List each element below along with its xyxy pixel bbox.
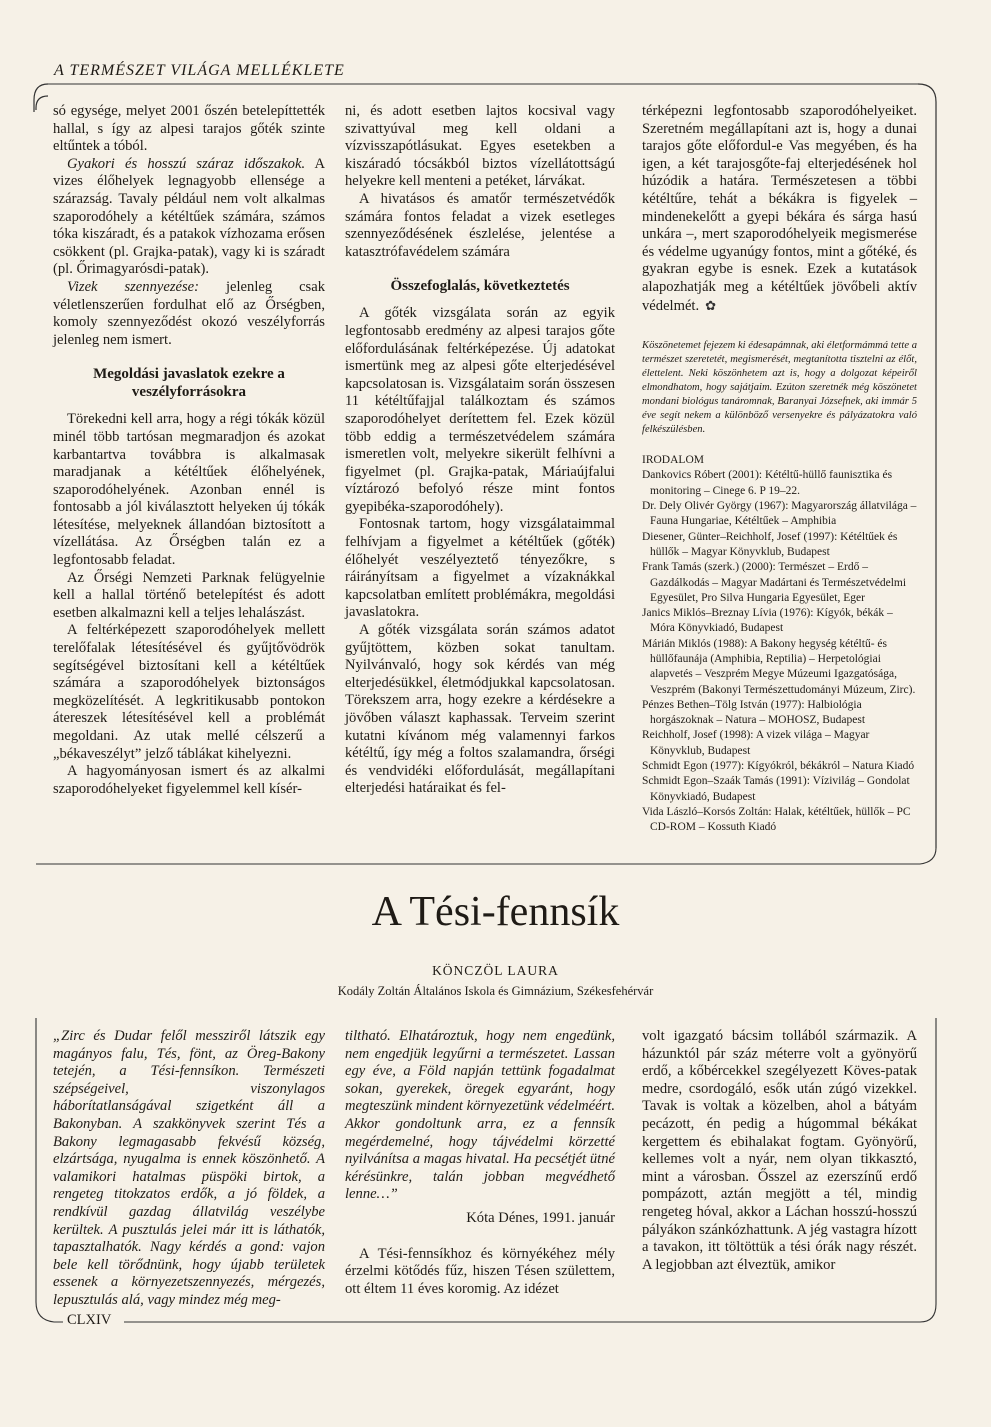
references-title: IRODALOM xyxy=(642,454,704,467)
article-title: A Tési-fennsík xyxy=(371,889,620,935)
reference-item: Frank Tamás (szerk.) (2000): Természet – Erdő – Gazdálkodás – Magyar Madártani és Természetvédelmi Egyesület, Pro Silva Hungaria Egyesület, Eger xyxy=(642,561,907,604)
paragraph xyxy=(53,156,325,279)
reference-item: Schmidt Egon (1977): Kígyókról, békákról – Natura Kiadó xyxy=(642,760,915,773)
reference-item: Márián Miklós (1988): A Bakony hegység kétéltű- és hüllőfaunája (Amphibia, Reptilia) – Herpetológiai alapvetés – Veszprém Megye Múzeumi Igazgatósága, Veszprém (Bakonyi Természettudományi Múzeum, Zirc). xyxy=(642,637,916,696)
paragraph: A gőték vizsgálata során az egyik legfontosabb eredmény az alpesi tarajos gőte előfordulásának feltérképezése. Új adatokat ismertünk meg az alpesi gőte elterjedésével kapcsolatosan is. Vizsgálataim során összesen 11 kétéltűfajjal találkoztam és számos szaporodóhelyet derítettem fel. Ezek közül több eddig a természetvédelem számára ismeretlen volt, melyekre sikerült felhívni a figyelmet (pl. Grajka-patak, Máriaújfalui víztározó befolyó része mint fontos gyepibéka-szaporodóhely). xyxy=(345,305,615,515)
top-column-3 xyxy=(642,103,917,836)
reference-item: Vida László–Korsós Zoltán: Halak, kétéltűek, hüllők – PC CD-ROM – Kossuth Kiadó xyxy=(642,805,911,834)
references xyxy=(642,453,917,835)
acknowledgement: Köszönetemet fejezem ki édesapámnak, aki életformámmá tette a természet szeretetét, megismerését, megtanította tisztelni az élőt, élettelent. Neki köszönhetem azt is, hogy a dolgozat képeiről elmondhatom, hogy sajátjaim. Ezúton szeretnék még köszönetet mondani biológus tanáromnak, Baranyai Józsefnek, aki immár 5 éve segít nekem a különböző versenyekre és pályázatokra való felkészülésben. xyxy=(642,340,917,436)
frame-top-line xyxy=(36,96,48,110)
page-number: CLXIV xyxy=(63,1312,115,1329)
reference-item: Janics Miklós–Breznay Lívia (1976): Kígyók, békák – Móra Könyvkiadó, Budapest xyxy=(642,607,893,635)
paragraph-body: térképezni legfontosabb szaporodóhelyeiket. Szeretném megállapítani azt is, hogy a dunai tarajos gőte előfordul-e Vas megyében, és ha igen, a két tarajosgőte-faj elterjedésének hol húzódik a határa. Természetesen a többi kétéltűre, tehát a békákra is figyelek – mindenekelőtt a gyepi békára és sárga hasú unkára –, mert szaporodóhelyeik megismerése és védelme ugyanúgy fontos, mint a gőtéké, és gyakran egybe is esnek. Ezek a kutatások alapozhatják meg a kétéltűek jövőbeli aktív védelmét. xyxy=(642,103,917,314)
flower-ornament-icon: ✿ xyxy=(705,297,717,313)
paragraph xyxy=(53,279,325,349)
section-heading: Összefoglalás, következtetés xyxy=(390,278,570,295)
reference-item: Schmidt Egon–Szaák Tamás (1991): Vízivilág – Gondolat Könyvkiadó, Budapest xyxy=(642,775,910,803)
paragraph: Az Őrségi Nemzeti Parknak felügyelnie kell a hallal történő betelepítést és adott esetben alkalmazni kell a teljes lehalászást. xyxy=(53,569,325,621)
paragraph-body: jelenleg csak véletlenszerűen fordulhat elő az Őrségben, komoly szennyeződést okozó veszélyforrás jelenleg nem ismert. xyxy=(53,278,325,348)
quote: „Zirc és Dudar felől messziről látszik egy magányos falu, Tés, fönt, az Öreg-Bakony tetején, a Tési-fennsíkon. Természeti szépségeivel, viszonylagos háborítatlanságával szigetként áll a Bakonyban. A szakkönyvek szerint Tés a Bakony legmagasabb fekvésű község, elzártsága, nyugalma is ennek köszönhető. A valamikori hatalmas püspöki birtok, a rengeteg titokzatos erdők, a jó földek, a rendkívül gazdag állatvilág veszélybe kerültek. A pusztulás jelei már itt is láthatók, tapasztalhatók. Nagy kérdés a gond: vajon bele kell törődnünk, hogy újabb területek essenek a környezetszennyezés, mérgezés, lepusztulás alá, vagy mindez még meg- xyxy=(53,1028,325,1308)
paragraph: A gőték vizsgálata során számos adatot gyűjtöttem, közben sokat tanultam. Nyilvánvaló, hogy sok kérdés van még elterjedésükkel, életmódjukkal kapcsolatosan. Törekszem arra, hogy ezekre a kérdésekre a jövőben választ kaphassak. Terveim szerint kutatni kívánom még valamennyi farkos kétéltű, így még a foltos szalamandra, őrségi és vendvidéki előfordulását, megállapítani elterjedési határaikat és fel- xyxy=(345,622,615,797)
paragraph-lead: Gyakori és hosszú száraz időszakok. xyxy=(67,155,306,172)
paragraph: Fontosnak tartom, hogy vizsgálataimmal felhívjam a figyelmet a kétéltűek (gőték) élőhelyét veszélyeztető tényezőkre, s ráirányítsam a figyelmet a vízaknákkal kapcsolatban említett problémákra, megoldási javaslatokra. xyxy=(345,516,615,621)
lower-frame-right xyxy=(920,1018,936,1322)
paragraph: A hagyományosan ismert és az alkalmi szaporodóhelyeket figyelemmel kell kísér- xyxy=(53,763,325,797)
reference-item: Reichholf, Josef (1998): A vizek világa – Magyar Könyvklub, Budapest xyxy=(642,729,870,757)
section-heading: Megoldási javaslatok ezekre a veszélyforrásokra xyxy=(93,366,285,401)
paragraph: A hivatásos és amatőr természetvédők számára fontos feladat a vizek esetleges szennyeződésének észlelése, jelentése a katasztrófavédelem számára xyxy=(345,190,615,260)
paragraph: só egysége, melyet 2001 őszén betelepíttették hallal, s így az alpesi tarajos gőték szinte eltűntek a tóból. xyxy=(53,103,325,155)
top-column-1 xyxy=(53,103,325,798)
reference-item: Dankovics Róbert (2001): Kétéltű-hüllő faunisztika és monitoring – Cinege 6. P 19–22. xyxy=(642,469,893,497)
paragraph: ni, és adott esetben lajtos kocsival vagy szivattyúval meg kell oldani a vízvisszapótlásukat. Egyes esetekben a kiszáradó tócsákból biztos vízellátottságú helyekre kell menteni a petéket, lárvákat. xyxy=(345,103,615,190)
paragraph: volt igazgató bácsim tollából származik. A házunktól pár száz méterre volt a gyönyörű erdő, a kőbércekkel szegélyezett Köves-patak medre, csordogáló, esők után zúgó vizekkel. Tavak is voltak a közelben, ahol a bátyám pecázott, én pedig a húgommal békákat kergettem és ebihalakat fogtam. Gyönyörű, kellemes volt a nyár, nem olyan tikkasztó, mint a városban. Ősszel az ezerszínű erdő pompázott, aztán megjött a tél, mindig rengeteg hóval, akkor a Láchan hosszú-hosszú pályákon szánkózhattunk. A jég vastagra hízott a tavakon, itt töltöttük a tési órák nagy részét. A legjobban azt élveztük, amikor xyxy=(642,1028,917,1273)
top-column-2 xyxy=(345,103,615,798)
running-header: A TERMÉSZET VILÁGA MELLÉKLETE xyxy=(54,62,345,79)
reference-item: Diesener, Günter–Reichholf, Josef (1997): Kétéltűek és hüllők – Magyar Könyvklub, Budapest xyxy=(642,530,898,558)
paragraph-lead: Vizek szennyezése: xyxy=(67,278,200,295)
frame-top-right-curve xyxy=(918,84,936,848)
paragraph: A feltérképezett szaporodóhelyek mellett terelőfalak létesítésével és gyűjtővödrök segítségével biztosítani kell a kétéltűek számára a szaporodóhelyek biztonságos megközelítését. A legkritikusabb pontokon átereszek létesítésével kell a problémát megoldani. Az utak mellé célszerű a „békaveszélyt” jelző táblákat kihelyezni. xyxy=(53,622,325,762)
article-column-2 xyxy=(345,1028,615,1298)
article-affiliation: Kodály Zoltán Általános Iskola és Gimnázium, Székesfehérvár xyxy=(337,984,654,998)
paragraph xyxy=(642,103,917,315)
paragraph: Törekedni kell arra, hogy a régi tókák közül minél több tartósan megmaradjon és azokat karbantartva továbbra is alkalmasak maradjanak a kétéltűek élőhelyének, szaporodóhelyének. Azonban ennél is fontosabb a jól kiválasztott helyeken új tókák létesítése, melyeknek állandóan biztosított a vízellátása. Az Őrségben talán ez a legfontosabb feladat. xyxy=(53,411,325,569)
article-author: KÖNCZÖL LAURA xyxy=(432,963,559,978)
paragraph-body: A vizes élőhelyek legnagyobb ellensége a szárazság. Tavaly például nem volt alkalmas szaporodóhely a kétéltűek számára, számos tóka kiszáradt, és a patakok vízhozama erősen csökkent (pl. Grajka-patak), vagy ki is száradt (pl. Őrimagyarósdi-patak). xyxy=(53,155,326,278)
paragraph: A Tési-fennsíkhoz és környékéhez mély érzelmi kötődés fűz, hiszen Tésen születtem, ott éltem 11 éves koromig. Az idézet xyxy=(345,1245,615,1297)
reference-item: Pénzes Bethen–Tölg István (1977): Halbiológia horgászoknak – Natura – MOHOSZ, Budapest xyxy=(642,698,866,727)
frame-bottom-right-curve xyxy=(36,848,936,864)
article-column-3 xyxy=(642,1028,917,1274)
quote-signature: Kóta Dénes, 1991. január xyxy=(466,1209,615,1226)
reference-item: Dr. Dely Olivér György (1967): Magyarország állatvilága – Fauna Hungariae, Kétéltűek – Amphibia xyxy=(642,500,917,528)
quote: tiltható. Elhatároztuk, hogy nem engedünk, nem engedjük legyűrni a természetet. Lassan egy éve, a Föld napján tettünk fogadalmat sokan, gyerekek, öregek egyaránt, hogy megteszünk mindent környezetünk védelméért. Akkor gondoltunk arra, ez a fennsík megérdemelné, hogy tájvédelmi körzetté nyilvánítsa a magas hivatal. Ha pecsétjét ütné kérésünkre, talán jobban megvédhető lenne…” xyxy=(345,1028,615,1203)
article-column-1 xyxy=(53,1028,325,1310)
